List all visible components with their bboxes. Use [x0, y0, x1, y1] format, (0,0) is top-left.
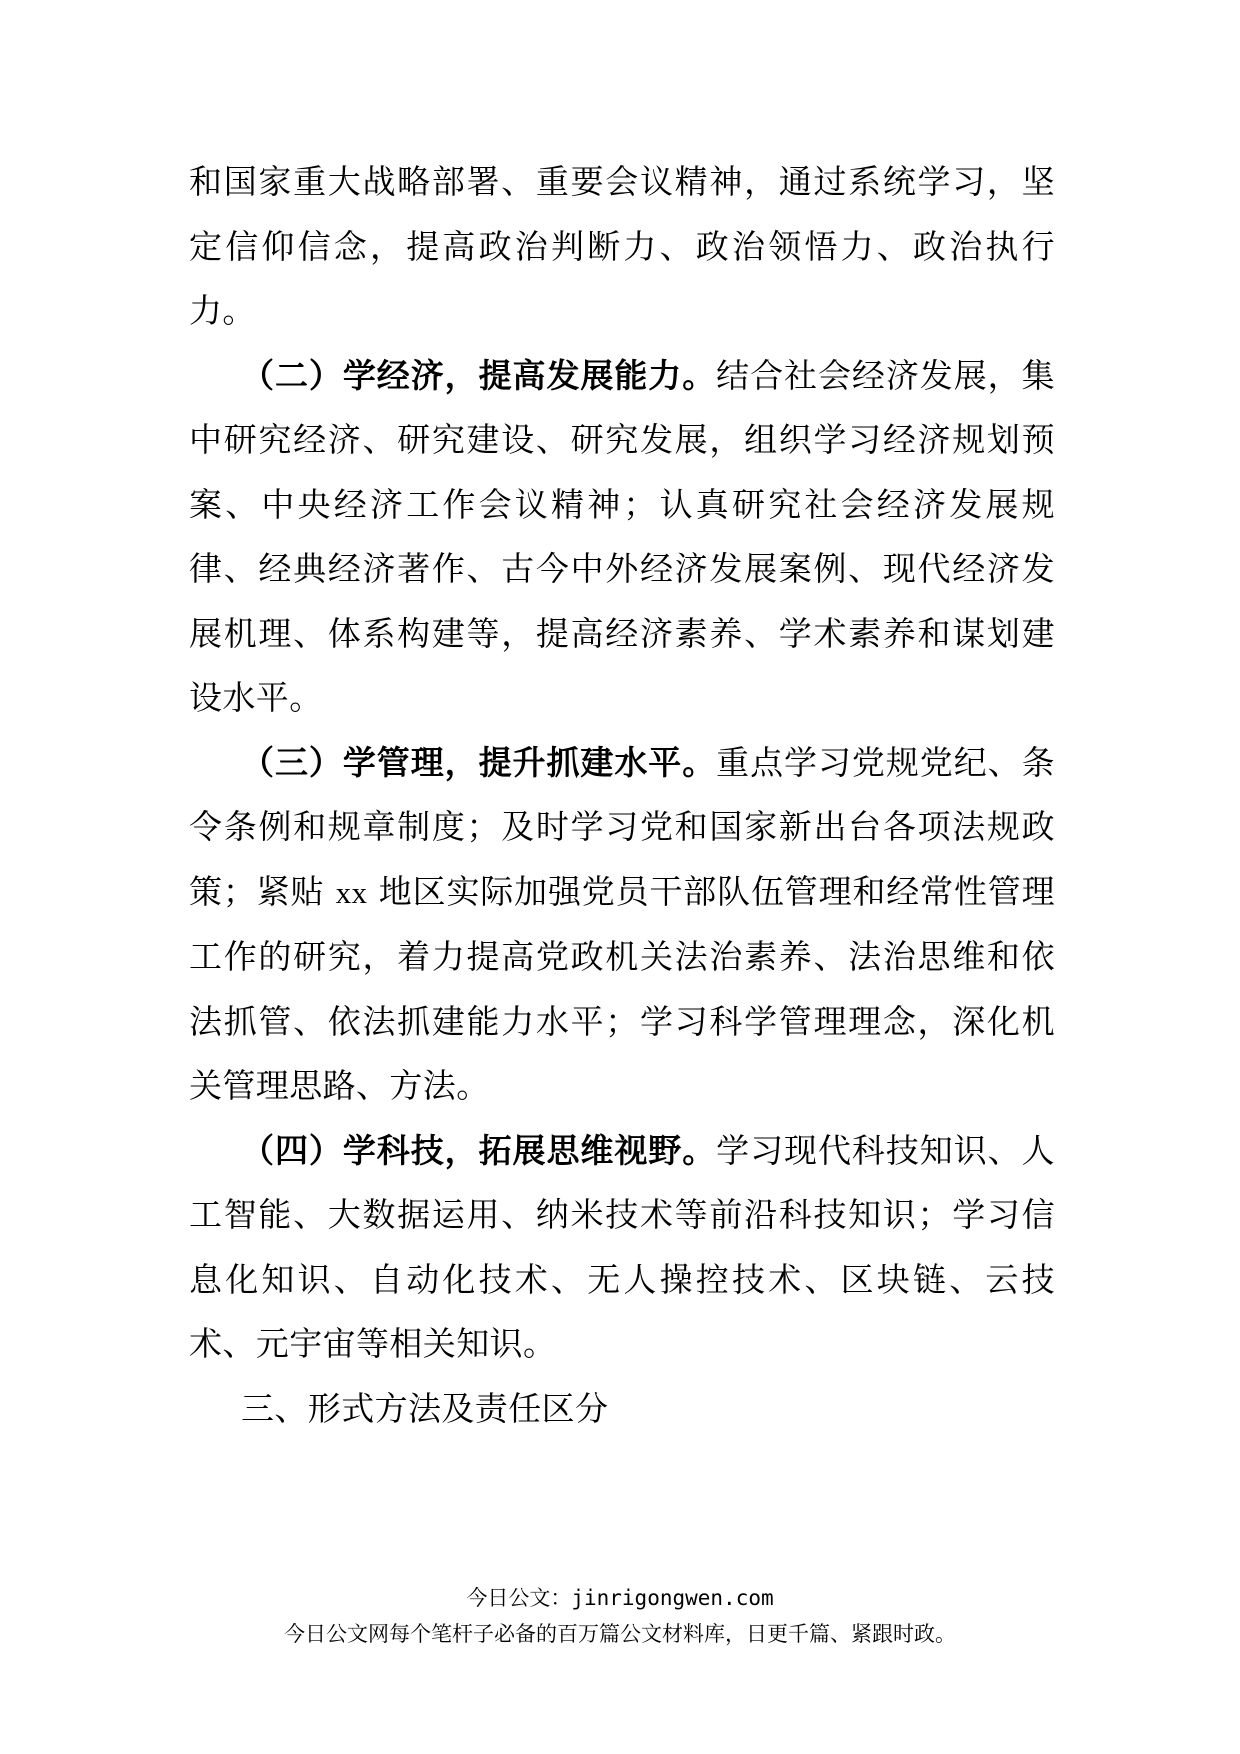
document-body: [189, 150, 1055, 1441]
section-heading-economics: （二）学经济，提高发展能力。: [241, 355, 717, 395]
placeholder-region: xx: [335, 874, 368, 910]
footer-tagline: 今日公文网每个笔杆子必备的百万篇公文材料库，日更千篇、紧跟时政。: [284, 1622, 956, 1646]
paragraph-text: 结合社会经济发展，集中研究经济、研究建设、研究发展，组织学习经济规划预案、中央经济工作会议精神；认真研究社会经济发展规律、经典经济著作、古今中外经济发展案例、现代经济发展机理、体系构建等，提高经济素养、学术素养和谋划建设水平。: [189, 355, 1056, 717]
footer-source-line: [0, 1583, 1240, 1613]
paragraph-continuation: [189, 150, 1055, 344]
section-heading-technology: （四）学科技，拓展思维视野。: [241, 1130, 717, 1170]
section-heading-methods: [189, 1377, 1055, 1442]
footer-label: 今日公文：: [466, 1586, 572, 1610]
section-heading-management: （三）学管理，提升抓建水平。: [241, 742, 717, 782]
paragraph-management: [189, 731, 1055, 1119]
paragraph-technology: [189, 1119, 1055, 1377]
paragraph-text: 三、形式方法及责任区分: [241, 1388, 609, 1428]
paragraph-text: 地区实际加强党员干部队伍管理和经常性管理工作的研究，着力提高党政机关法治素养、法治思维和依法抓管、依法抓建能力水平；学习科学管理理念，深化机关管理思路、方法。: [189, 871, 1056, 1105]
paragraph-text: 和国家重大战略部署、重要会议精神，通过系统学习，坚定信仰信念，提高政治判断力、政治领悟力、政治执行力。: [189, 162, 1055, 330]
paragraph-text: 学习现代科技知识、人工智能、大数据运用、纳米技术等前沿科技知识；学习信息化知识、自动化技术、无人操控技术、区块链、云技术、元宇宙等相关知识。: [189, 1130, 1056, 1363]
footer-link[interactable]: jinrigongwen.com: [571, 1586, 774, 1610]
paragraph-economics: [189, 344, 1055, 731]
paragraph-text: 重点学习党规党纪、条令条例和规章制度；及时学习党和国家新出台各项法规政策；紧贴: [189, 742, 1056, 911]
